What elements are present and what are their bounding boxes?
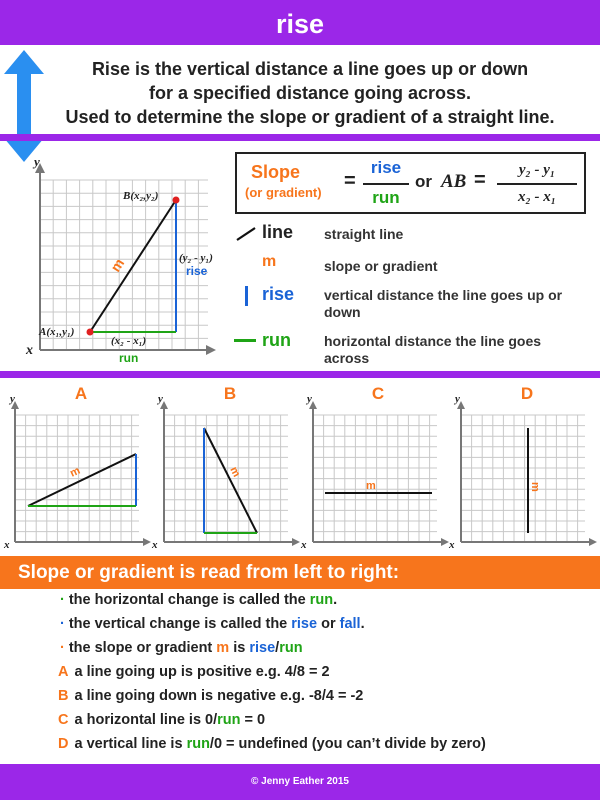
list-item: · the vertical change is called the rise or fall.: [60, 616, 365, 632]
intro-line: for a specified distance going across.: [148, 83, 472, 103]
graph-d-title: D: [520, 384, 534, 403]
graph-a-title: A: [74, 384, 88, 403]
section-heading: Slope or gradient is read from left to right:: [0, 556, 600, 589]
example-graphs: [0, 378, 600, 556]
bullet-dot: ·: [60, 592, 65, 608]
graph-d-x-label: x: [449, 539, 455, 551]
list-item: A a line going up is positive e.g. 4/8 = 2: [58, 664, 330, 680]
x-axis-arrow-icon: [589, 538, 597, 546]
intro-line: Used to determine the slope or gradient of a straight line.: [65, 107, 555, 127]
y-axis-label: y: [34, 154, 40, 169]
graph-b-x-label: x: [152, 539, 158, 551]
point-b-label: B(x₂,y₂): [123, 190, 159, 202]
list-item: C a horizontal line is 0/run = 0: [58, 712, 266, 728]
coord-fraction-bar: [497, 183, 577, 185]
run-expression: (x₂ - x₁): [111, 335, 147, 347]
graph-a-line: [28, 454, 136, 506]
rise-expression: (y₂ - y₁): [179, 252, 213, 264]
graph-b-y-label: y: [158, 393, 163, 405]
run-label: run: [119, 351, 139, 365]
page-title: rise: [0, 0, 600, 45]
graph-c-title: C: [371, 384, 385, 403]
x-axis-label: x: [26, 343, 33, 358]
graph-a-x-label: x: [4, 539, 10, 551]
intro-text: [30, 57, 590, 129]
fraction-run: run: [372, 188, 400, 207]
graph-c-x-label: x: [301, 539, 307, 551]
fraction-bar: [363, 183, 409, 185]
slope-m-label: m: [107, 255, 128, 275]
legend-symbol: run: [262, 330, 291, 350]
run-symbol-icon: [234, 339, 256, 342]
graph-d-y-label: y: [455, 393, 460, 405]
fraction-rise: rise: [370, 158, 402, 177]
rise-symbol-icon: [245, 286, 248, 306]
legend-symbol: m: [262, 253, 277, 270]
legend-description: straight line: [324, 226, 404, 242]
slope-formula: [235, 152, 586, 214]
list-item: · the horizontal change is called the run.: [60, 592, 338, 608]
x-axis-arrow-icon: [292, 538, 300, 546]
divider-stripe: [0, 371, 600, 378]
list-item: D a vertical line is run/0 = undefined (you can’t divide by zero): [58, 736, 486, 752]
graph-b-title: B: [223, 384, 237, 403]
rise-label: rise: [186, 264, 208, 278]
slope-word: Slope: [251, 162, 301, 182]
x-axis-arrow-icon: [206, 345, 216, 355]
coord-denominator: x₂ - x₁: [518, 189, 556, 205]
coord-numerator: y₂ - y₁: [518, 162, 556, 178]
point-b: [173, 197, 180, 204]
x-axis-arrow-icon: [143, 538, 151, 546]
list-item: · the slope or gradient m is rise/run: [60, 640, 303, 656]
graph-b-m-label: m: [227, 464, 243, 480]
ab-label: AB: [441, 171, 467, 192]
graph-c-m-label: m: [366, 480, 376, 492]
x-axis-arrow-icon: [441, 538, 449, 546]
graph-a-m-label: m: [68, 464, 83, 480]
bullet-dot: ·: [60, 640, 65, 656]
list-item: B a line going down is negative e.g. -8/4 = -2: [58, 688, 364, 704]
point-a: [87, 329, 94, 336]
line-symbol-icon: [235, 225, 257, 241]
legend-description: slope or gradient: [324, 258, 438, 274]
legend-description: horizontal distance the line goes across: [324, 333, 542, 366]
graph-a-y-label: y: [10, 393, 15, 405]
point-a-label: A(x₁,y₁): [39, 326, 75, 338]
legend-symbol: rise: [262, 284, 295, 304]
intro-line: Rise is the vertical distance a line goes up or down: [91, 59, 529, 79]
footer-copyright: © Jenny Eather 2015: [0, 764, 600, 800]
bullet-dot: ·: [60, 616, 65, 632]
legend-description: vertical distance the line goes up or down: [324, 287, 563, 320]
equals-sign: =: [344, 170, 356, 192]
divider-stripe: [0, 134, 600, 141]
equals-sign-2: =: [474, 169, 486, 191]
graph-d-m-label: m: [529, 482, 541, 492]
graph-c-y-label: y: [307, 393, 312, 405]
main-graph: [0, 145, 230, 370]
or-word: or: [415, 172, 432, 191]
legend-symbol: line: [262, 222, 294, 242]
or-gradient-word: (or gradient): [245, 185, 322, 200]
